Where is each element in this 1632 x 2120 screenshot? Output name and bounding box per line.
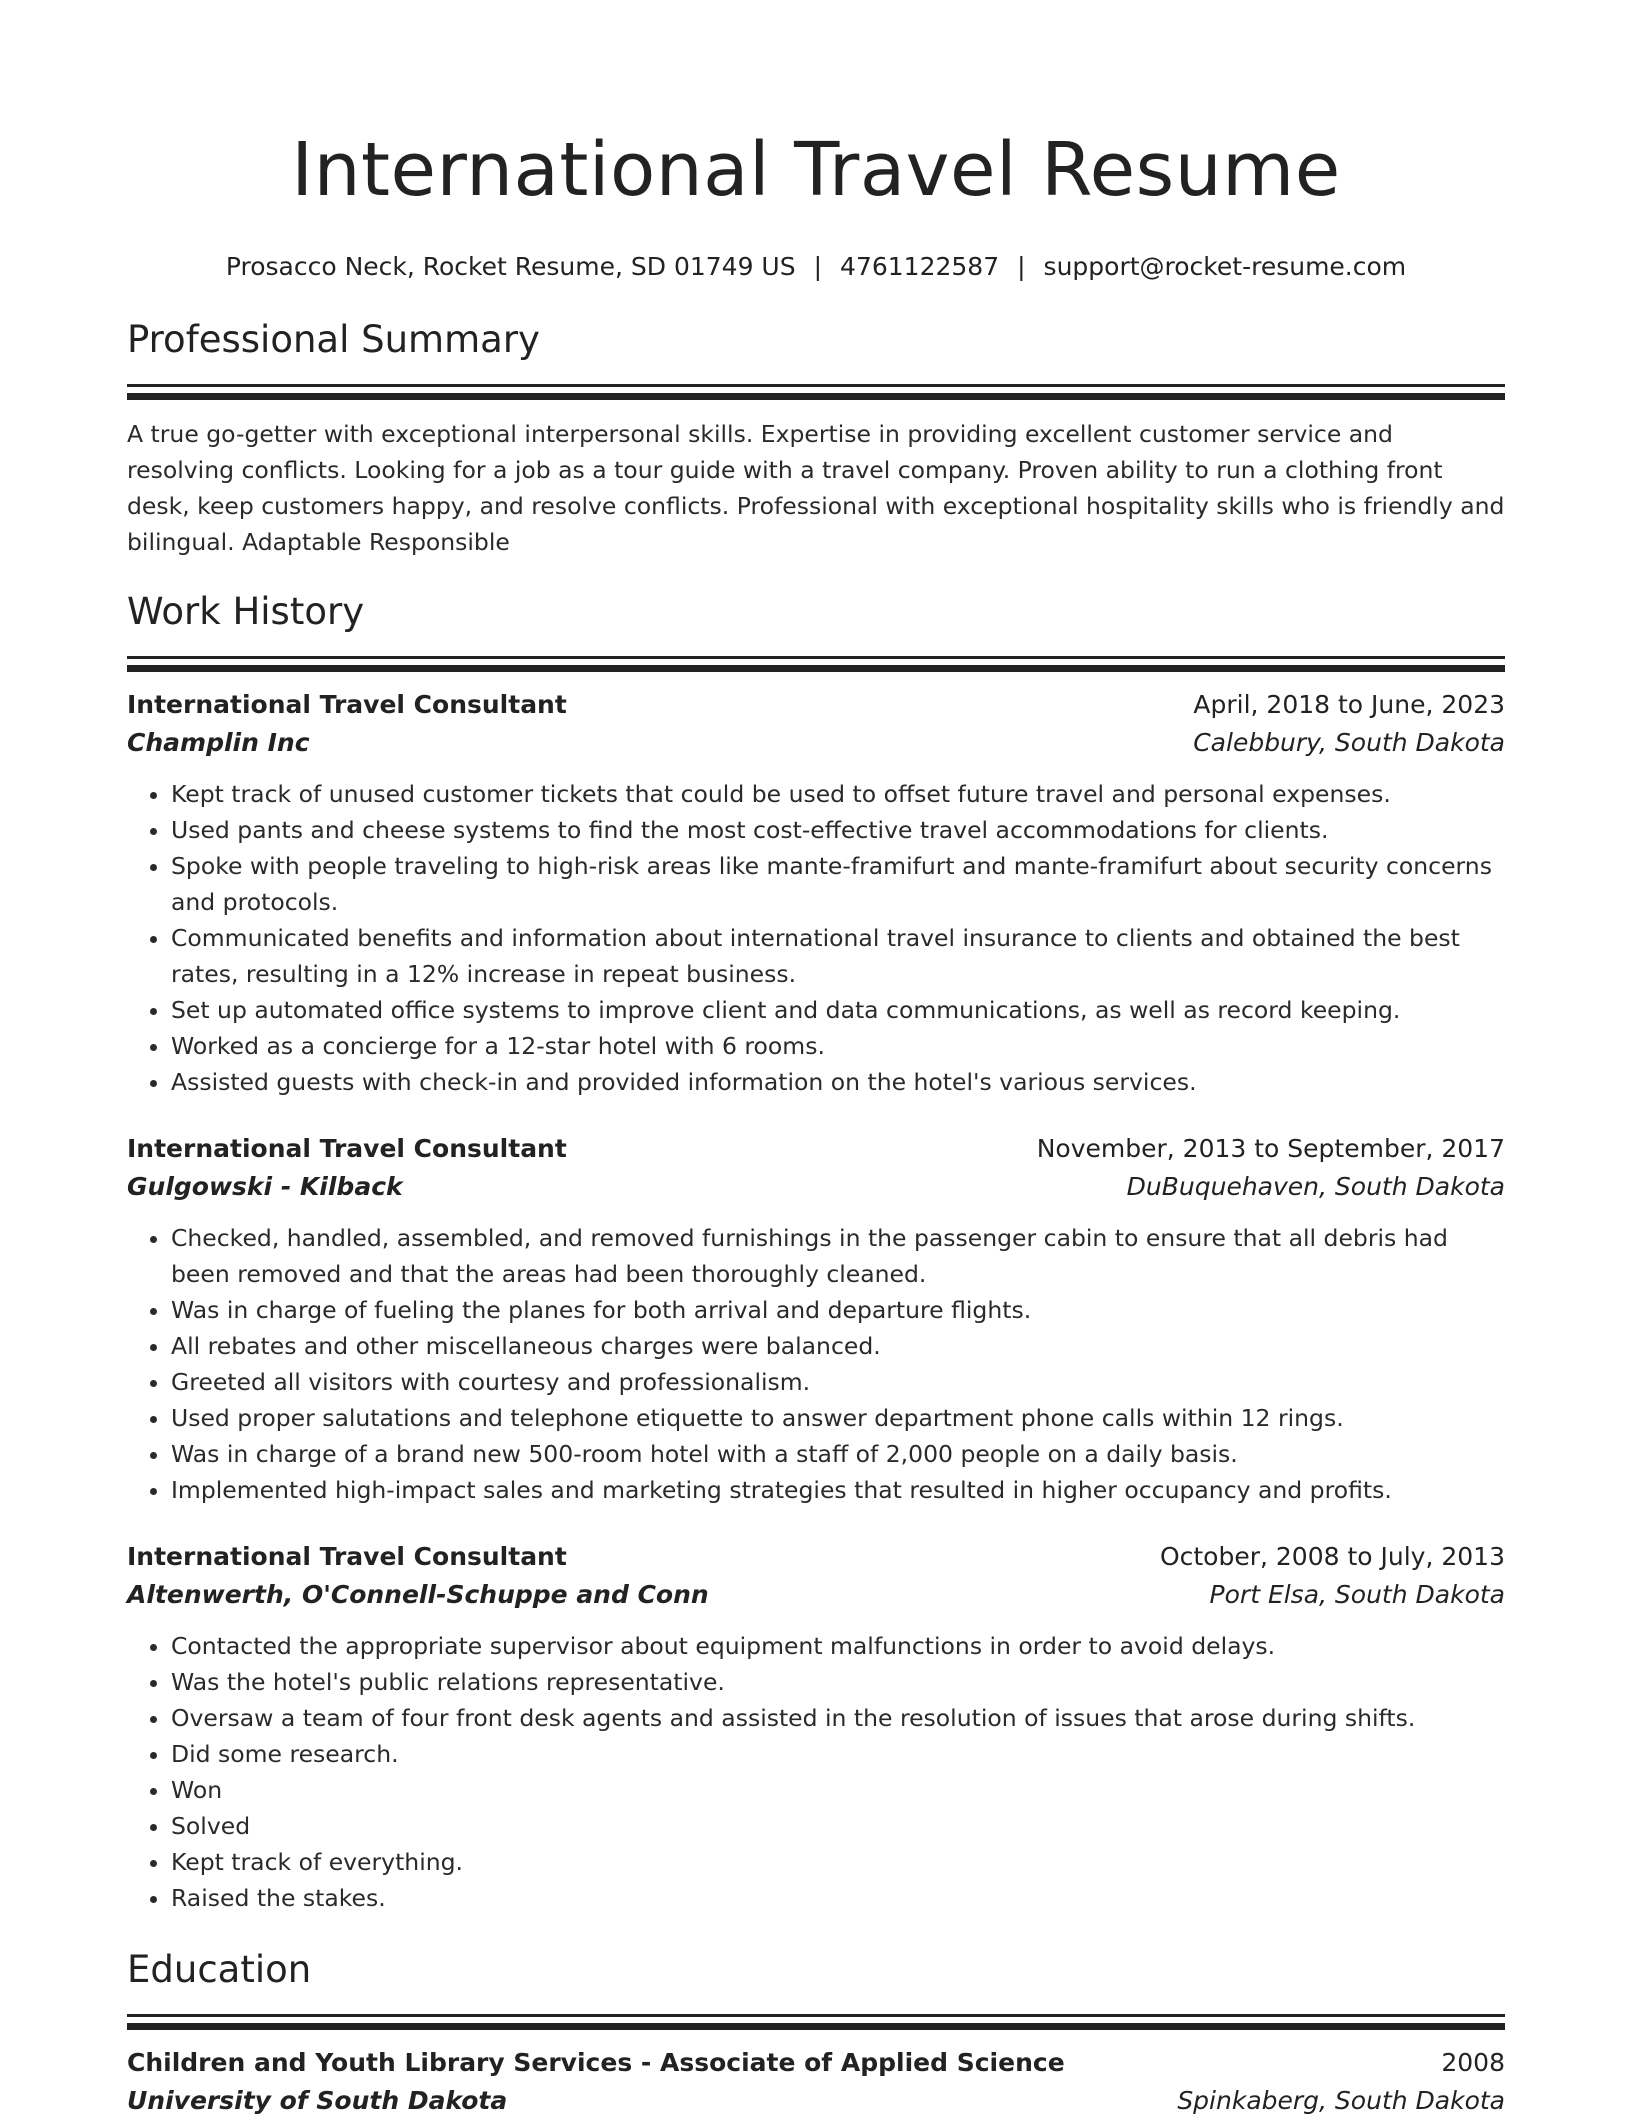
job-bullet: • Oversaw a team of four front desk agents and assisted in the resolution of issues that arose during shifts.: [171, 1700, 1505, 1736]
job-bullets: [127, 1220, 1505, 1508]
section-rule-thin: [127, 656, 1505, 659]
job-subheader: [127, 1168, 1505, 1206]
job-location: DuBuquehaven, South Dakota: [1126, 1172, 1505, 1201]
job-header: [127, 1130, 1505, 1168]
job-list: [127, 686, 1505, 1916]
job-location: Calebbury, South Dakota: [1193, 728, 1505, 757]
education-degree: Children and Youth Library Services - Associate of Applied Science: [127, 2048, 1065, 2077]
work-history-heading: Work History: [127, 590, 365, 633]
resume-title: International Travel Resume: [291, 127, 1341, 213]
education-heading: Education: [127, 1948, 312, 1991]
job-bullet: • Kept track of unused customer tickets that could be used to offset future travel and personal expenses.: [171, 776, 1505, 812]
job-entry: [127, 686, 1505, 1100]
job-entry: [127, 1538, 1505, 1916]
job-bullet: • Spoke with people traveling to high-risk areas like mante-framifurt and mante-framifurt about security concerns and protocols.: [171, 848, 1505, 920]
job-bullets: [127, 1628, 1505, 1916]
job-bullet: • Assisted guests with check-in and provided information on the hotel's various services.: [171, 1064, 1505, 1100]
job-company: Altenwerth, O'Connell-Schuppe and Conn: [127, 1580, 709, 1609]
section-rule-thick: [127, 665, 1505, 672]
job-bullet: • Solved: [171, 1808, 1505, 1844]
job-title: International Travel Consultant: [127, 1542, 567, 1571]
work-history-section: [127, 586, 1505, 1916]
education-location: Spinkaberg, South Dakota: [1177, 2086, 1505, 2115]
contact-email[interactable]: support@rocket-resume.com: [1043, 252, 1407, 281]
job-dates: November, 2013 to September, 2017: [1036, 1134, 1505, 1163]
job-dates: October, 2008 to July, 2013: [1159, 1542, 1505, 1571]
education-entry: [127, 2044, 1505, 2120]
job-bullet: • Set up automated office systems to improve client and data communications, as well as record keeping.: [171, 992, 1505, 1028]
education-header: [127, 2044, 1505, 2082]
contact-line: [127, 250, 1505, 284]
job-company: Gulgowski - Kilback: [127, 1172, 403, 1201]
job-subheader: [127, 724, 1505, 762]
job-bullet: • Communicated benefits and information about international travel insurance to clients and obtained the best rates, resulting in a 12% increase in repeat business.: [171, 920, 1505, 992]
job-bullet: • Did some research.: [171, 1736, 1505, 1772]
job-bullet: • Greeted all visitors with courtesy and professionalism.: [171, 1364, 1505, 1400]
job-bullet: • Raised the stakes.: [171, 1880, 1505, 1916]
job-title: International Travel Consultant: [127, 1134, 567, 1163]
job-bullet: • Checked, handled, assembled, and removed furnishings in the passenger cabin to ensure that all debris had been removed and that the areas had been thoroughly cleaned.: [171, 1220, 1505, 1292]
section-rule-thick: [127, 2023, 1505, 2030]
job-bullet: • Was the hotel's public relations representative.: [171, 1664, 1505, 1700]
job-entry: [127, 1130, 1505, 1508]
contact-separator: |: [813, 252, 823, 281]
job-bullet: • Won: [171, 1772, 1505, 1808]
contact-phone: 4761122587: [840, 252, 1000, 281]
education-year: 2008: [1441, 2048, 1505, 2077]
job-bullet: • Was in charge of a brand new 500-room hotel with a staff of 2,000 people on a daily basis.: [171, 1436, 1505, 1472]
job-bullet: • All rebates and other miscellaneous charges were balanced.: [171, 1328, 1505, 1364]
job-bullet: • Used proper salutations and telephone etiquette to answer department phone calls within 12 rings.: [171, 1400, 1505, 1436]
summary-section: [127, 314, 1505, 560]
job-bullet: • Used pants and cheese systems to find the most cost-effective travel accommodations for clients.: [171, 812, 1505, 848]
job-company: Champlin Inc: [127, 728, 310, 757]
job-header: [127, 686, 1505, 724]
job-bullets: [127, 776, 1505, 1100]
section-rule-thin: [127, 384, 1505, 387]
contact-separator: |: [1017, 252, 1026, 281]
summary-text: A true go-getter with exceptional interpersonal skills. Expertise in providing excellent customer service and resolving conflicts. Looking for a job as a tour guide with a travel company. Proven ability to run a clothing front desk, keep customers happy, and resolve conflicts. Professional with exceptional hospitality skills who is friendly and bilingual. Adaptable Responsible: [127, 420, 1505, 556]
education-section: [127, 1944, 1505, 2120]
job-bullet: • Was in charge of fueling the planes for both arrival and departure flights.: [171, 1292, 1505, 1328]
job-dates: April, 2018 to June, 2023: [1193, 690, 1505, 719]
job-subheader: [127, 1576, 1505, 1614]
summary-heading: Professional Summary: [127, 318, 540, 361]
section-rule-thin: [127, 2014, 1505, 2017]
job-bullet: • Worked as a concierge for a 12-star hotel with 6 rooms.: [171, 1028, 1505, 1064]
education-school: University of South Dakota: [127, 2086, 508, 2115]
job-bullet: • Implemented high-impact sales and marketing strategies that resulted in higher occupancy and profits.: [171, 1472, 1505, 1508]
job-title: International Travel Consultant: [127, 690, 567, 719]
contact-address: Prosacco Neck, Rocket Resume, SD 01749 US: [225, 252, 796, 281]
section-rule-thick: [127, 393, 1505, 400]
education-subheader: [127, 2082, 1505, 2120]
job-bullet: • Contacted the appropriate supervisor about equipment malfunctions in order to avoid delays.: [171, 1628, 1505, 1664]
job-bullet: • Kept track of everything.: [171, 1844, 1505, 1880]
job-header: [127, 1538, 1505, 1576]
job-location: Port Elsa, South Dakota: [1209, 1580, 1505, 1609]
